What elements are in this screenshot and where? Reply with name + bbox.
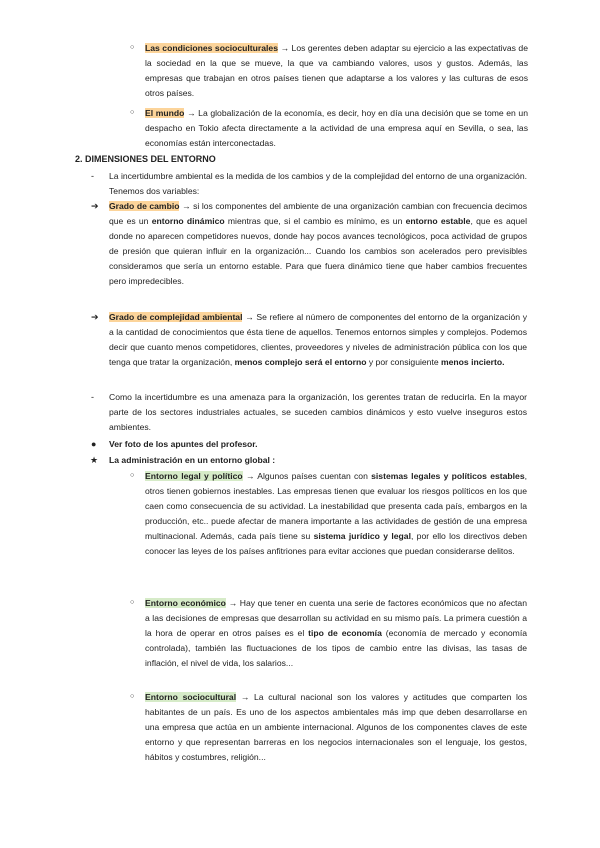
dash-bullet-icon: - xyxy=(91,171,94,181)
term-entorno-legal: Entorno legal y político xyxy=(145,471,243,481)
arrow-bullet-icon: ➔ xyxy=(91,312,99,322)
circle-bullet-icon: ○ xyxy=(130,693,135,700)
item-entorno-legal: Entorno legal y político → Algunos países cuentan con sistemas legales y políticos estables, otros tienen gobiernos inestables. Las empresas tienen que evaluar los riesgos políticos en los que caen como consecuencia de su actividad. La inestabilidad que presenta cada país, embargos en la producción, etc.. puede afectar de manera importante a las actividades de gestión de una empresa multinacional. Además, cada país tiene su sistema jurídico y legal, por ello los directivos deben conocer las leyes de los países anfitriones para evitar acciones que puedan considerarse delitos. xyxy=(145,471,528,556)
item-socioculturales: Las condiciones socioculturales → Los gerentes deben adaptar su ejercicio a las expectativas de la sociedad en la que se mueve, la que va cambiando valores, usos y gustos. Además, las empresas que trabajan en otros países tienen que adaptarse a los valores y las culturas de esos otros países. xyxy=(145,43,528,98)
item-entorno-sociocultural: Entorno sociocultural → La cultural nacional son los valores y actitudes que comparten los habitantes de un país. Es uno de los aspectos ambientales más imp que deben desarrollarse en una empresa que actúa en un ambiente internacional. Algunos de los componentes claves de este entorno y que representan barreras en los negocios internacionales son el lenguaje, los gestos, hábitos y costumbres, religión... xyxy=(145,692,527,762)
term-grado-cambio: Grado de cambio xyxy=(109,201,180,211)
dot-bullet-icon: ● xyxy=(91,439,97,449)
dash-bullet-icon: - xyxy=(91,392,94,402)
section-heading: 2. DIMENSIONES DEL ENTORNO xyxy=(75,154,216,164)
item-mundo: El mundo → La globalización de la economía, es decir, hoy en día una decisión que se tome en un despacho en Tokio afecta directamente a la actividad de una empresa aquí en Sevilla, o sea, las economías están interconectadas. xyxy=(145,108,528,148)
item-grado-complejidad: Grado de complejidad ambiental → Se refiere al número de componentes del entorno de la organización y a la cantidad de conocimientos que ésta tiene de aquellos. Tenemos entornos simples y complejos. Podemos decir que cuanto menos competidores, clientes, proveedores y niveles de administración pública con los que tenga que tratar la organización, menos complejo será el entorno y por consiguiente menos incierto. xyxy=(109,312,527,367)
term-grado-complejidad: Grado de complejidad ambiental xyxy=(109,312,243,322)
admin-global-item: La administración en un entorno global : xyxy=(109,455,276,465)
term-socioculturales: Las condiciones socioculturales xyxy=(145,43,278,53)
circle-bullet-icon: ○ xyxy=(130,599,135,606)
circle-bullet-icon: ○ xyxy=(130,109,135,116)
amenaza-paragraph: Como la incertidumbre es una amenaza para la organización, los gerentes tratan de reducirla. En la mayor parte de los sectores industriales actuales, se suceden cambios dinámicos y esto vuelve inseguros estos ambientes. xyxy=(109,392,527,432)
item-entorno-economico: Entorno económico → Hay que tener en cuenta una serie de factores económicos que no afectan a las decisiones de empresas que desarrollan su actividad en su mismo país. La primera cuestión a la hora de operar en otros países es el tipo de economía (economía de mercado y economía controlada), también las fluctuaciones de los tipos de cambio entre las divisas, las tasas de inflación, el nivel de vida, los salarios... xyxy=(145,598,527,668)
term-entorno-sociocultural: Entorno sociocultural xyxy=(145,692,237,702)
circle-bullet-icon: ○ xyxy=(130,44,135,51)
intro-paragraph: La incertidumbre ambiental es la medida de los cambios y de la complejidad del entorno de una organización. Tenemos dos variables: xyxy=(109,171,528,196)
term-entorno-economico: Entorno económico xyxy=(145,598,226,608)
ver-foto-item: Ver foto de los apuntes del profesor. xyxy=(109,439,258,449)
star-bullet-icon: ★ xyxy=(90,455,99,465)
item-grado-cambio: Grado de cambio → si los componentes del ambiente de una organización cambian con frecuencia decimos que es un entorno dinámico mientras que, si el cambio es mínimo, es un entorno estable, que es aquel donde no aparecen competidores nuevos, donde hay pocos avances tecnológicos, poca actividad de grupos de presión que quieran influir en la organización... Cuando los cambios son acelerados pero previsibles consideramos que sería un entorno estable. Para que fuera dinámico tiene que haber cambios frecuentes pero impredecibles. xyxy=(109,201,528,286)
arrow-bullet-icon: ➔ xyxy=(91,201,99,211)
term-mundo: El mundo xyxy=(145,108,185,118)
circle-bullet-icon: ○ xyxy=(130,472,135,479)
